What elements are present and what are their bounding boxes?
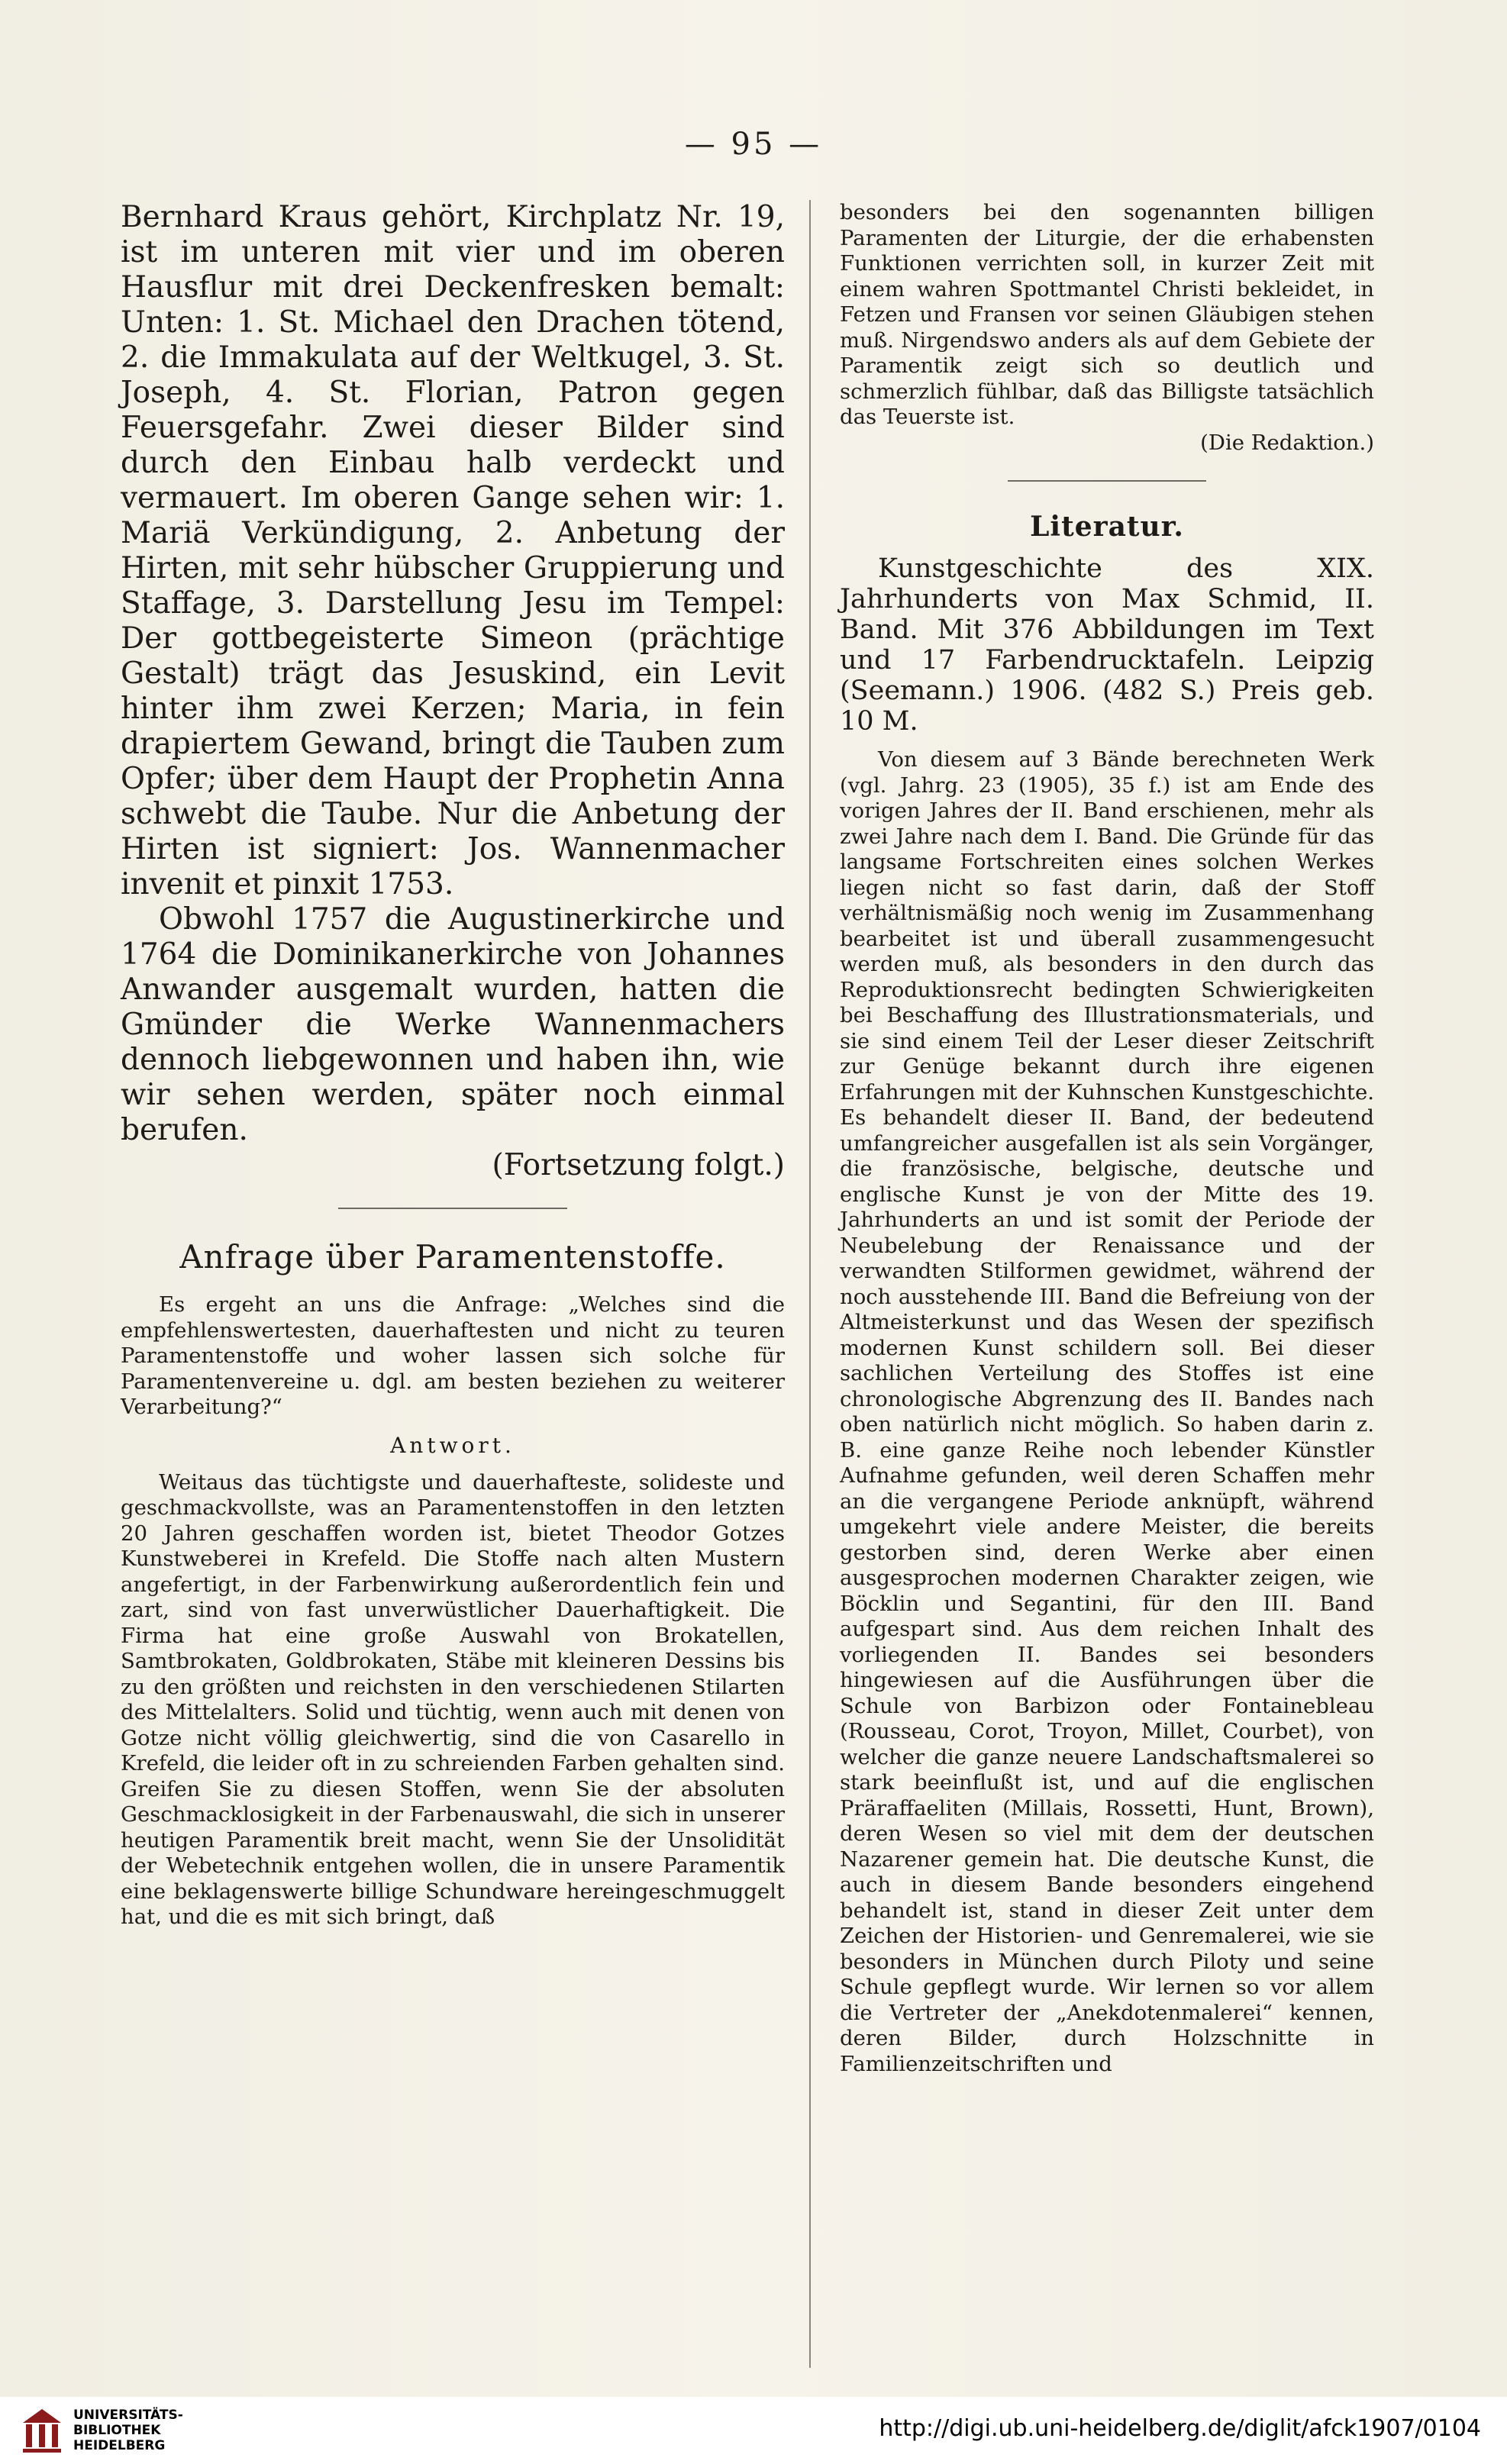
- section-divider-right: [1008, 480, 1206, 482]
- section-heading-literatur: Literatur.: [1030, 511, 1184, 543]
- book-title: Kunstgeschichte des XIX. Jahrhunderts von Max Schmid, II. Band. Mit 376 Abbildungen im Text und 17 Farbendrucktafeln. Leipzig (Seemann.) 1906. (482 S.) Preis geb. 10 M.: [840, 553, 1374, 737]
- answer-label: Antwort.: [390, 1432, 515, 1458]
- right-column: [840, 200, 1374, 2077]
- library-name-line: BIBLIOTHEK: [73, 2423, 161, 2438]
- question-paragraph: Es ergeht an uns die Anfrage: „Welches sind die empfehlenswertesten, dauerhaftesten und nicht zu teuren Paramentenstoffe und woher lassen sich solche für Paramentenvereine u. dgl. am besten beziehen zu weiterer Verarbeitung?“: [121, 1292, 785, 1419]
- footer-bar: [0, 2397, 1507, 2464]
- right-paragraph-1: besonders bei den sogenannten billigen Paramenten der Liturgie, der die erhabensten Funktionen verrichten soll, in kurzer Zeit mit einem wahren Spottmantel Christi bekleidet, in Fetzen und Fransen vor seinen Gläubigen stehen muß. Nirgendswo anders als auf dem Gebiete der Paramentik zeigt sich so deutlich und schmerzlich fühlbar, daß das Billigste tatsächlich das Teuerste ist.: [840, 200, 1374, 429]
- page-number: — 95 —: [684, 127, 823, 162]
- editorial-signature: (Die Redaktion.): [1200, 430, 1374, 455]
- section-heading-paramente: Anfrage über Paramentenstoffe.: [179, 1238, 726, 1276]
- continuation-note: (Fortsetzung folgt.): [492, 1148, 785, 1182]
- library-name: [73, 2408, 183, 2453]
- review-paragraph: Von diesem auf 3 Bände berechneten Werk (vgl. Jahrg. 23 (1905), 35 f.) ist am Ende des vorigen Jahres der II. Band erschienen, mehr als zwei Jahre nach dem I. Band. Die Gründe für das langsame Fortschreiten eines solchen Werkes liegen nicht so fast darin, daß der Stoff verhältnismäßig noch wenig im Zusammenhang bearbeitet ist und überall zusammengesucht werden muß, als besonders in den durch das Reproduktionsrecht bedingten Schwierigkeiten bei Beschaffung des Illustrationsmaterials, und sie sind einem Teil der Leser dieser Zeitschrift zur Genüge bekannt durch ihre eigenen Erfahrungen mit der Kuhnschen Kunstgeschichte. Es behandelt dieser II. Band, der bedeutend umfangreicher ausgefallen ist als sein Vorgänger, die französische, belgische, deutsche und englische Kunst je von der Mitte des 19. Jahrhunderts an und ist somit der Periode der Neubelebung der Renaissance und der verwandten Stilformen gewidmet, während der noch ausstehende III. Band die Befreiung von der Altmeisterkunst und das Wesen der spezifisch modernen Kunst schildern soll. Bei dieser sachlichen Verteilung des Stoffes ist eine chronologische Abgrenzung des II. Bandes nach oben natürlich nicht möglich. So haben darin z. B. eine ganze Reihe noch lebender Künstler Aufnahme gefunden, weil deren Schaffen mehr an die vergangene Periode anknüpft, während umgekehrt viele andere Meister, die bereits gestorben sind, deren Werke aber einen ausgesprochen modernen Charakter zeigen, wie Böcklin und Segantini, für den III. Band aufgespart sind. Aus dem reichen Inhalt des vorliegenden II. Bandes sei besonders hingewiesen auf die Ausführungen über die Schule von Barbizon oder Fontainebleau (Rousseau, Corot, Troyon, Millet, Courbet), von welcher die ganze neuere Landschaftsmalerei so stark beeinflußt ist, und auf die englischen Präraffaeliten (Millais, Rossetti, Hunt, Brown), deren Wesen so viel mit dem der deutschen Nazarener gemein hat. Die deutsche Kunst, die auch in diesem Bande besonders eingehend behandelt ist, stand in dieser Zeit unter dem Zeichen der Historien- und Genremalerei, wie sie besonders in München durch Piloty und seine Schule gepflegt wurde. Wir lernen so vor allem die Vertreter der „Anekdotenmalerei“ kennen, deren Bilder, durch Holzschnitte in Familienzeitschriften und: [840, 747, 1374, 2076]
- library-name-line: HEIDELBERG: [73, 2438, 166, 2453]
- answer-paragraph: Weitaus das tüchtigste und dauerhafteste, solideste und geschmackvollste, was an Paramentenstoffen in den letzten 20 Jahren geschaffen worden ist, bietet Theodor Gotzes Kunstweberei in Krefeld. Die Stoffe nach alten Mustern angefertigt, in der Farbenwirkung außerordentlich fein und zart, sind von fast unverwüstlicher Dauerhaftigkeit. Die Firma hat eine große Auswahl von Brokatellen, Samtbrokaten, Goldbrokaten, Stäbe mit kleineren Dessins bis zu den größten und reichsten in den verschiedenen Stilarten des Mittelalters. Solid und tüchtig, wenn auch mit denen von Gotze nicht völlig gleichwertig, sind die von Casarello in Krefeld, die leider oft in zu schreienden Farben gehalten sind. Greifen Sie zu diesen Stoffen, wenn Sie der absoluten Geschmacklosigkeit in der Farbenauswahl, die sich in unserer heutigen Paramentik breit macht, wenn Sie der Unsolidität der Webetechnik entgehen wollen, die in unsere Paramentik eine beklagenswerte billige Schundware hereingeschmuggelt hat, und die es mit sich bringt, daß: [121, 1469, 785, 1929]
- source-url-link[interactable]: http://digi.ub.uni-heidelberg.de/diglit/afck1907/0104: [879, 2415, 1481, 2442]
- left-paragraph-2: Obwohl 1757 die Augustinerkirche und 1764 die Dominikanerkirche von Johannes Anwander ausgemalt wurden, hatten die Gmünder die Werke Wannenmachers dennoch liebgewonnen und haben ihn, wie wir sehen werden, später noch einmal berufen.: [121, 902, 785, 1147]
- section-divider: [338, 1208, 567, 1209]
- library-name-line: UNIVERSITÄTS-: [73, 2408, 183, 2423]
- left-column: [121, 200, 785, 1930]
- university-library-logo-icon: [21, 2408, 63, 2453]
- left-paragraph-1: Bernhard Kraus gehört, Kirchplatz Nr. 19, ist im unteren mit vier und im oberen Hausflur mit drei Deckenfresken bemalt: Unten: 1. St. Michael den Drachen tötend, 2. die Immakulata auf der Weltkugel, 3. St. Joseph, 4. St. Florian, Patron gegen Feuersgefahr. Zwei dieser Bilder sind durch den Einbau halb verdeckt und vermauert. Im oberen Gange sehen wir: 1. Mariä Verkündigung, 2. Anbetung der Hirten, mit sehr hübscher Gruppierung und Staffage, 3. Darstellung Jesu im Tempel: Der gottbegeisterte Simeon (prächtige Gestalt) trägt das Jesuskind, ein Levit hinter ihm zwei Kerzen; Maria, in fein drapiertem Gewand, bringt die Tauben zum Opfer; über dem Haupt der Prophetin Anna schwebt die Taube. Nur die Anbetung der Hirten ist signiert: Jos. Wannenmacher invenit et pinxit 1753.: [121, 200, 785, 901]
- column-divider: [809, 200, 811, 2368]
